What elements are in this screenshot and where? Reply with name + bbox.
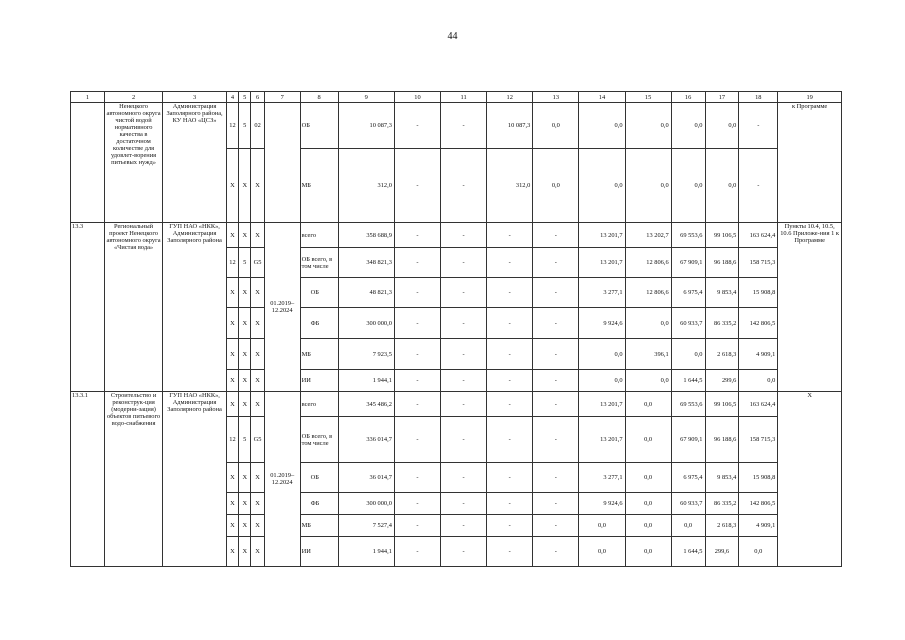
cell: 1 644,5	[671, 537, 705, 567]
cell: -	[394, 339, 440, 370]
cell: 142 806,5	[739, 493, 778, 515]
header-cell: 19	[778, 92, 842, 103]
cell: -	[487, 278, 533, 308]
source: всего	[300, 392, 338, 417]
cell: -	[533, 278, 579, 308]
cell: 0,0	[625, 308, 671, 339]
cell: -	[487, 515, 533, 537]
cell: 0,0	[579, 370, 625, 392]
cell: -	[441, 223, 487, 248]
cell: Х	[251, 223, 264, 248]
cell: -	[441, 537, 487, 567]
cell: -	[441, 339, 487, 370]
cell: Х	[226, 463, 238, 493]
cell: 0,0	[579, 339, 625, 370]
header-cell: 18	[739, 92, 778, 103]
cell: -	[394, 223, 440, 248]
cell: 3 277,1	[579, 463, 625, 493]
cell: 96 188,6	[705, 417, 739, 463]
cell: -	[441, 515, 487, 537]
cell: 0,0	[625, 463, 671, 493]
header-cell: 15	[625, 92, 671, 103]
source: МБ	[300, 515, 338, 537]
header-cell: 16	[671, 92, 705, 103]
executor: ГУП НАО «НКК», Администрация Заполярного района	[163, 392, 227, 567]
cell: -	[394, 537, 440, 567]
header-cell: 4	[226, 92, 238, 103]
cell: -	[533, 248, 579, 278]
cell: -	[394, 248, 440, 278]
note: Пункты 10.4, 10.5, 10.6 Приложе-ния 1 к Программе	[778, 223, 842, 392]
measure-name: Региональный проект Ненецкого автономного округа «Чистая вода»	[104, 223, 162, 392]
cell: 158 715,3	[739, 417, 778, 463]
cell: -	[487, 493, 533, 515]
cell: Х	[226, 223, 238, 248]
source: ФБ	[300, 493, 338, 515]
cell: 312,0	[338, 149, 394, 223]
cell: 0,0	[533, 103, 579, 149]
cell: 10 087,3	[487, 103, 533, 149]
cell: 0,0	[625, 103, 671, 149]
cell: 15 908,8	[739, 463, 778, 493]
cell: 12	[226, 103, 238, 149]
source: МБ	[300, 149, 338, 223]
cell: Х	[226, 537, 238, 567]
cell: -	[394, 417, 440, 463]
cell: 0,0	[625, 392, 671, 417]
cell: 9 853,4	[705, 278, 739, 308]
cell: 336 014,7	[338, 417, 394, 463]
cell: 0,0	[625, 149, 671, 223]
cell: 60 933,7	[671, 308, 705, 339]
cell: 5	[239, 417, 251, 463]
period: 01.2019–12.2024	[264, 392, 300, 567]
cell: 69 553,6	[671, 223, 705, 248]
cell: Х	[226, 370, 238, 392]
cell: 0,0	[579, 537, 625, 567]
cell: -	[394, 278, 440, 308]
cell: 0,0	[705, 103, 739, 149]
cell: Х	[251, 339, 264, 370]
cell: 312,0	[487, 149, 533, 223]
cell: -	[533, 515, 579, 537]
note: Х	[778, 392, 842, 567]
period	[264, 103, 300, 223]
cell: -	[487, 417, 533, 463]
cell: -	[394, 370, 440, 392]
cell: 345 486,2	[338, 392, 394, 417]
cell: -	[739, 149, 778, 223]
cell: -	[394, 308, 440, 339]
program-table	[70, 91, 842, 567]
cell: 7 923,5	[338, 339, 394, 370]
cell: 12	[226, 248, 238, 278]
cell: Х	[226, 515, 238, 537]
cell: -	[533, 370, 579, 392]
cell: 0,0	[579, 103, 625, 149]
cell: Х	[239, 515, 251, 537]
cell: Х	[226, 339, 238, 370]
source: ИИ	[300, 370, 338, 392]
cell: -	[533, 339, 579, 370]
cell: 13 201,7	[579, 417, 625, 463]
cell: -	[394, 493, 440, 515]
header-cell: 1	[71, 92, 105, 103]
header-cell: 13	[533, 92, 579, 103]
cell: Х	[251, 370, 264, 392]
item-number: 13.3.1	[71, 392, 105, 567]
cell: 299,6	[705, 370, 739, 392]
cell: Х	[239, 223, 251, 248]
cell: 86 335,2	[705, 493, 739, 515]
cell: 0,0	[625, 417, 671, 463]
note: к Программе	[778, 103, 842, 223]
cell: -	[487, 339, 533, 370]
cell: Х	[251, 537, 264, 567]
cell: 163 624,4	[739, 392, 778, 417]
cell: Х	[239, 463, 251, 493]
header-cell: 6	[251, 92, 264, 103]
cell: 99 106,5	[705, 392, 739, 417]
cell: 13 201,7	[579, 392, 625, 417]
cell: Х	[239, 493, 251, 515]
cell: 358 688,9	[338, 223, 394, 248]
cell: 0,0	[625, 493, 671, 515]
cell: Х	[239, 339, 251, 370]
cell: -	[441, 308, 487, 339]
cell: 5	[239, 103, 251, 149]
cell: -	[533, 537, 579, 567]
cell: G5	[251, 248, 264, 278]
cell: 15 908,8	[739, 278, 778, 308]
cell: -	[441, 370, 487, 392]
cell: 1 944,1	[338, 537, 394, 567]
cell: 6 975,4	[671, 463, 705, 493]
cell: 60 933,7	[671, 493, 705, 515]
cell: Х	[251, 278, 264, 308]
cell: -	[487, 308, 533, 339]
cell: 2 618,3	[705, 515, 739, 537]
cell: G5	[251, 417, 264, 463]
executor: ГУП НАО «НКК», Администрация Заполярного района	[163, 223, 227, 392]
cell: 12 806,6	[625, 248, 671, 278]
cell: Х	[251, 515, 264, 537]
source: ОБ	[300, 463, 338, 493]
cell: 4 909,1	[739, 339, 778, 370]
cell: Х	[226, 149, 238, 223]
cell: -	[487, 537, 533, 567]
header-cell: 7	[264, 92, 300, 103]
cell: -	[394, 149, 440, 223]
measure-name: Ненецкого автономного округа чистой водой нормативного качества в достаточном количестве для удовлет-ворения питьевых нужд»	[104, 103, 162, 223]
cell: 67 909,1	[671, 248, 705, 278]
cell: 48 821,3	[338, 278, 394, 308]
cell: 1 944,1	[338, 370, 394, 392]
cell: 36 014,7	[338, 463, 394, 493]
cell: Х	[226, 493, 238, 515]
cell: -	[441, 463, 487, 493]
cell: 0,0	[739, 370, 778, 392]
cell: 1 644,5	[671, 370, 705, 392]
source: ОБ	[300, 103, 338, 149]
cell: -	[394, 392, 440, 417]
cell: -	[739, 103, 778, 149]
cell: 0,0	[625, 515, 671, 537]
cell: -	[487, 392, 533, 417]
cell: 12 806,6	[625, 278, 671, 308]
header-cell: 2	[104, 92, 162, 103]
header-cell: 3	[163, 92, 227, 103]
cell: Х	[239, 308, 251, 339]
cell: -	[487, 223, 533, 248]
cell: 6 975,4	[671, 278, 705, 308]
cell: 86 335,2	[705, 308, 739, 339]
cell: -	[533, 223, 579, 248]
cell: 99 106,5	[705, 223, 739, 248]
cell: 0,0	[671, 339, 705, 370]
cell: 0,0	[533, 149, 579, 223]
header-cell: 12	[487, 92, 533, 103]
cell: -	[533, 463, 579, 493]
cell: -	[394, 515, 440, 537]
cell: 4 909,1	[739, 515, 778, 537]
page-number: 44	[447, 31, 458, 42]
header-cell: 11	[441, 92, 487, 103]
cell: 0,0	[671, 149, 705, 223]
cell-num	[71, 103, 105, 223]
cell: 158 715,3	[739, 248, 778, 278]
source: всего	[300, 223, 338, 248]
cell: 163 624,4	[739, 223, 778, 248]
cell: 13 202,7	[625, 223, 671, 248]
cell: Х	[239, 370, 251, 392]
cell: Х	[251, 463, 264, 493]
source: ОБ	[300, 278, 338, 308]
source: ФБ	[300, 308, 338, 339]
cell: Х	[239, 392, 251, 417]
header-cell: 17	[705, 92, 739, 103]
cell: 69 553,6	[671, 392, 705, 417]
cell: 13 201,7	[579, 223, 625, 248]
cell: -	[533, 493, 579, 515]
cell: 300 000,0	[338, 308, 394, 339]
cell: 10 087,3	[338, 103, 394, 149]
cell: -	[533, 308, 579, 339]
cell: Х	[226, 278, 238, 308]
cell: -	[533, 417, 579, 463]
cell: 299,6	[705, 537, 739, 567]
table-row	[71, 103, 842, 149]
cell: Х	[251, 392, 264, 417]
cell: 9 924,6	[579, 493, 625, 515]
cell: 0,0	[625, 537, 671, 567]
cell: -	[441, 149, 487, 223]
header-cell: 5	[239, 92, 251, 103]
cell: -	[441, 103, 487, 149]
cell: 96 188,6	[705, 248, 739, 278]
measure-name: Строительство и реконструк-ция (модерни-зация) объектов питьевого водо-снабжения	[104, 392, 162, 567]
source: ОБ всего, в том числе	[300, 417, 338, 463]
cell: -	[441, 417, 487, 463]
table-row	[71, 223, 842, 248]
cell: -	[487, 463, 533, 493]
cell: Х	[251, 493, 264, 515]
cell: -	[394, 103, 440, 149]
header-cell: 8	[300, 92, 338, 103]
cell: 02	[251, 103, 264, 149]
executor: Администрация Заполярного района, КУ НАО «ЦСЗ»	[163, 103, 227, 223]
cell: 3 277,1	[579, 278, 625, 308]
source: МБ	[300, 339, 338, 370]
cell: Х	[226, 392, 238, 417]
cell: -	[441, 278, 487, 308]
cell: 12	[226, 417, 238, 463]
cell: 13 201,7	[579, 248, 625, 278]
cell: -	[533, 392, 579, 417]
cell: 67 909,1	[671, 417, 705, 463]
source: ОБ всего, в том числе	[300, 248, 338, 278]
header-row	[71, 92, 842, 103]
cell: 9 853,4	[705, 463, 739, 493]
cell: -	[441, 493, 487, 515]
cell: 142 806,5	[739, 308, 778, 339]
cell: 396,1	[625, 339, 671, 370]
cell: 348 821,3	[338, 248, 394, 278]
cell: -	[441, 392, 487, 417]
cell: 300 000,0	[338, 493, 394, 515]
header-cell: 10	[394, 92, 440, 103]
header-cell: 14	[579, 92, 625, 103]
cell: Х	[251, 308, 264, 339]
cell: 0,0	[739, 537, 778, 567]
cell: Х	[226, 308, 238, 339]
cell: Х	[251, 149, 264, 223]
cell: 5	[239, 248, 251, 278]
source: ИИ	[300, 537, 338, 567]
cell: Х	[239, 149, 251, 223]
item-number: 13.3	[71, 223, 105, 392]
period: 01.2019–12.2024	[264, 223, 300, 392]
cell: 0,0	[579, 515, 625, 537]
cell: -	[487, 248, 533, 278]
header-cell: 9	[338, 92, 394, 103]
cell: Х	[239, 278, 251, 308]
cell: 0,0	[705, 149, 739, 223]
cell: -	[487, 370, 533, 392]
cell: -	[441, 248, 487, 278]
cell: 0,0	[671, 103, 705, 149]
cell: -	[394, 463, 440, 493]
table-row	[71, 392, 842, 417]
cell: 9 924,6	[579, 308, 625, 339]
cell: 0,0	[671, 515, 705, 537]
cell: 2 618,3	[705, 339, 739, 370]
cell: 0,0	[625, 370, 671, 392]
cell: 0,0	[579, 149, 625, 223]
cell: 7 527,4	[338, 515, 394, 537]
cell: Х	[239, 537, 251, 567]
